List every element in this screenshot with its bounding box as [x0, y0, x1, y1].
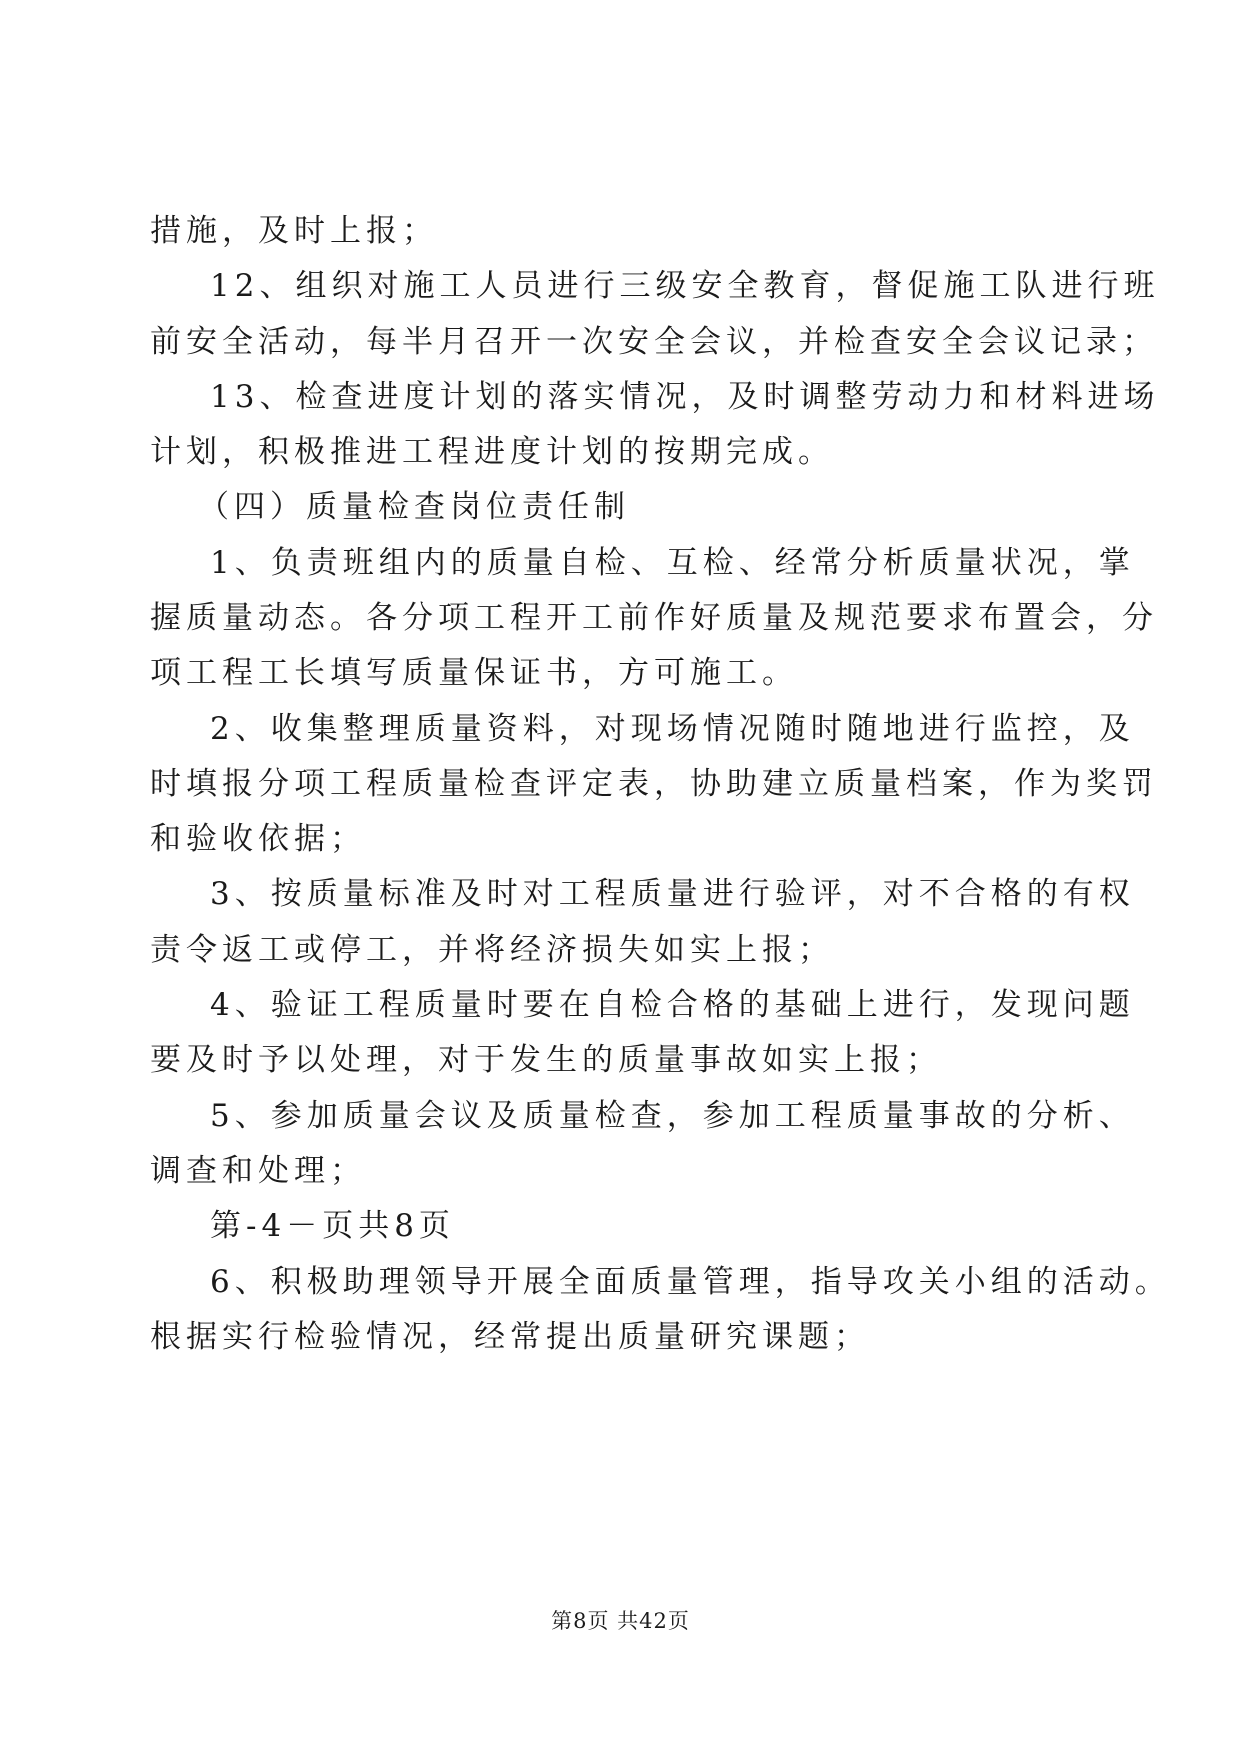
inline-page-marker: 第-4－页共8页	[210, 1208, 455, 1244]
text-line: 责令返工或停工，并将经济损失如实上报；	[150, 932, 834, 968]
text-line: 12、组织对施工人员进行三级安全教育，督促施工队进行班	[210, 268, 1160, 304]
text-line: 6、积极助理领导开展全面质量管理，指导攻关小组的活动。	[210, 1264, 1171, 1300]
text-line: 项工程工长填写质量保证书，方可施工。	[150, 655, 798, 691]
text-line: 前安全活动，每半月召开一次安全会议，并检查安全会议记录；	[150, 324, 1158, 360]
text-line: 计划，积极推进工程进度计划的按期完成。	[150, 434, 834, 470]
text-line: 调查和处理；	[150, 1153, 366, 1189]
text-line: 13、检查进度计划的落实情况，及时调整劳动力和材料进场	[210, 379, 1160, 415]
text-line: 握质量动态。各分项工程开工前作好质量及规范要求布置会，分	[150, 600, 1158, 636]
text-line: 根据实行检验情况，经常提出质量研究课题；	[150, 1319, 870, 1355]
text-line: 3、按质量标准及时对工程质量进行验评，对不合格的有权	[210, 876, 1135, 912]
text-line: 和验收依据；	[150, 821, 366, 857]
text-line: 1、负责班组内的质量自检、互检、经常分析质量状况，掌	[210, 545, 1135, 581]
text-line: 措施，及时上报；	[150, 213, 438, 249]
text-line: 4、验证工程质量时要在自检合格的基础上进行，发现问题	[210, 987, 1135, 1023]
text-line: 2、收集整理质量资料，对现场情况随时随地进行监控，及	[210, 711, 1135, 747]
section-heading: （四）质量检查岗位责任制	[198, 489, 630, 525]
page-footer: 第8页 共42页	[551, 1609, 690, 1633]
text-line: 5、参加质量会议及质量检查，参加工程质量事故的分析、	[210, 1098, 1135, 1134]
text-line: 时填报分项工程质量检查评定表，协助建立质量档案，作为奖罚	[150, 766, 1158, 802]
text-line: 要及时予以处理，对于发生的质量事故如实上报；	[150, 1042, 942, 1078]
